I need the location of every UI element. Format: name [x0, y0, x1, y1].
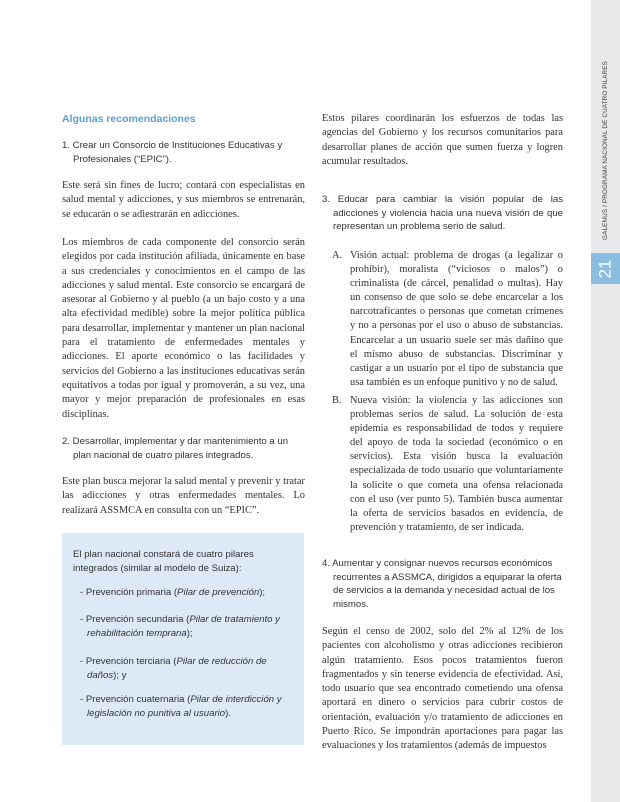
pillar-tertiary: - Prevención terciaria (Pilar de reducción de daños); y — [80, 656, 267, 681]
running-title-text: GALENUS / PROGRAMA NACIONAL DE CUATRO PILARES — [602, 61, 609, 240]
vision-new-text: Nueva visión: la violencia y las adicciones son problemas serios de salud. La solución de esta epidemia es responsabilidad de todos y requiere del apoyo de toda la sociedad (económico o en servicios). Esta visión busca la evaluación especializada de todo usuario que voluntariamente la solicite o que cometa una ofensa relacionada con el uso (ver punto 5). También busca aumentar la oferta de servicios basados en evidencia, de prevención y tratamiento, de ser indicada. — [350, 395, 563, 533]
vision-current — [332, 249, 563, 390]
pillar-primary: - Prevención primaria (Pilar de prevención); — [80, 587, 266, 598]
recommendation-2: 2. Desarrollar, implementar y dar mantenimiento a un plan nacional de cuatro pilares integrados. — [62, 436, 289, 461]
paragraph-epic-description: Este será sin fines de lucro; contará con especialistas en salud mental y adicciones, y sus miembros se entrenarán, se educarán o se adiestrarán en adicciones. — [62, 180, 305, 220]
recommendation-4: 4. Aumentar y consignar nuevos recursos económicos recurrentes a ASSMCA, dirigidos a equiparar la oferta de servicios a la demanda y necesidad actual de los mismos. — [322, 558, 562, 610]
vision-current-label: A. — [332, 250, 343, 261]
pillar-quaternary: - Prevención cuaternaria (Pilar de interdicción y legislación no punitiva al usuario). — [80, 694, 282, 719]
vision-current-text: Visión actual: problema de drogas (a legalizar o prohibir), moralista (“viciosos o malos”) o criminalista (de cárcel, penalidad o multas). Hay un consenso de que solo se debe encarcelar a los narcotraficantes o personas que cometan crímenes y no a personas por el uso o abuso de substancias. Encarcelar a un usuario suele ser más dañino que el mismo abuso de substancias. Discriminar y castigar a un usuario por el tipo de substancia que usa también es un enfoque punitivo y no de salud. — [350, 250, 563, 388]
paragraph-census-2002: Según el censo de 2002, solo del 2% al 12% de los pacientes con alcoholismo y otras adicciones recibieron algún tratamiento. Esos pocos tratamientos fueron fragmentados y sin tenerse evidencia de efectividad. Así, todo usuario que sea encontrado cometiendo una ofensa aportará en dinero o servicios para cubrir costos de orientación, evaluación y/o tratamiento de adicciones en Puerto Rico. Se impondrán aportaciones para pagar las evaluaciones y los tratamientos (además de impuestos — [322, 626, 563, 752]
vision-new-label: B. — [332, 395, 342, 406]
recommendation-1: 1. Crear un Consorcio de Instituciones Educativas y Profesionales (“EPIC”). — [62, 140, 283, 165]
page-number-tab — [591, 253, 620, 284]
pillars-intro: El plan nacional constará de cuatro pilares integrados (similar al modelo de Suiza): — [73, 549, 254, 574]
running-title — [591, 48, 620, 253]
page-number: 21 — [595, 259, 615, 278]
pillar-secondary: - Prevención secundaria (Pilar de tratamiento y rehabilitación temprana); — [80, 614, 280, 639]
recommendation-3: 3. Educar para cambiar la visión popular de las adicciones y violencia hacia una nueva visión de que representan un problema serio de salud. — [322, 194, 563, 233]
vision-new — [332, 394, 563, 535]
paragraph-plan-purpose: Este plan busca mejorar la salud mental y prevenir y tratar las adicciones y otras enfermedades mentales. Lo realizará ASSMCA en consulta con un “EPIC”. — [62, 476, 305, 516]
paragraph-pillars-coordination: Estos pilares coordinarán los esfuerzos de todas las agencias del Gobierno y los recursos comunitarios para desarrollar planes de acción que sumen fuerza y logren acumular resultados. — [322, 113, 563, 167]
section-heading: Algunas recomendaciones — [62, 113, 196, 125]
paragraph-consortium-members: Los miembros de cada componente del consorcio serán elegidos por cada institución afiliada, únicamente en base a sus credenciales y conocimientos en el campo de las adicciones y salud mental. Este consorcio se encargará de asesorar al Gobierno y al pueblo (a un bajo costo y a una alta efectividad medible) sobre la mejor política pública para desarrollar, implementar y mantener un plan nacional para el tratamiento de enfermedades mentales y adicciones. El aporte económico o las facilidades y servicios del Gobierno a las instituciones educativas serán equitativos a todas por igual y promoverán, a su vez, una mayor y mejor preparación de profesionales en esas disciplinas. — [62, 237, 305, 420]
